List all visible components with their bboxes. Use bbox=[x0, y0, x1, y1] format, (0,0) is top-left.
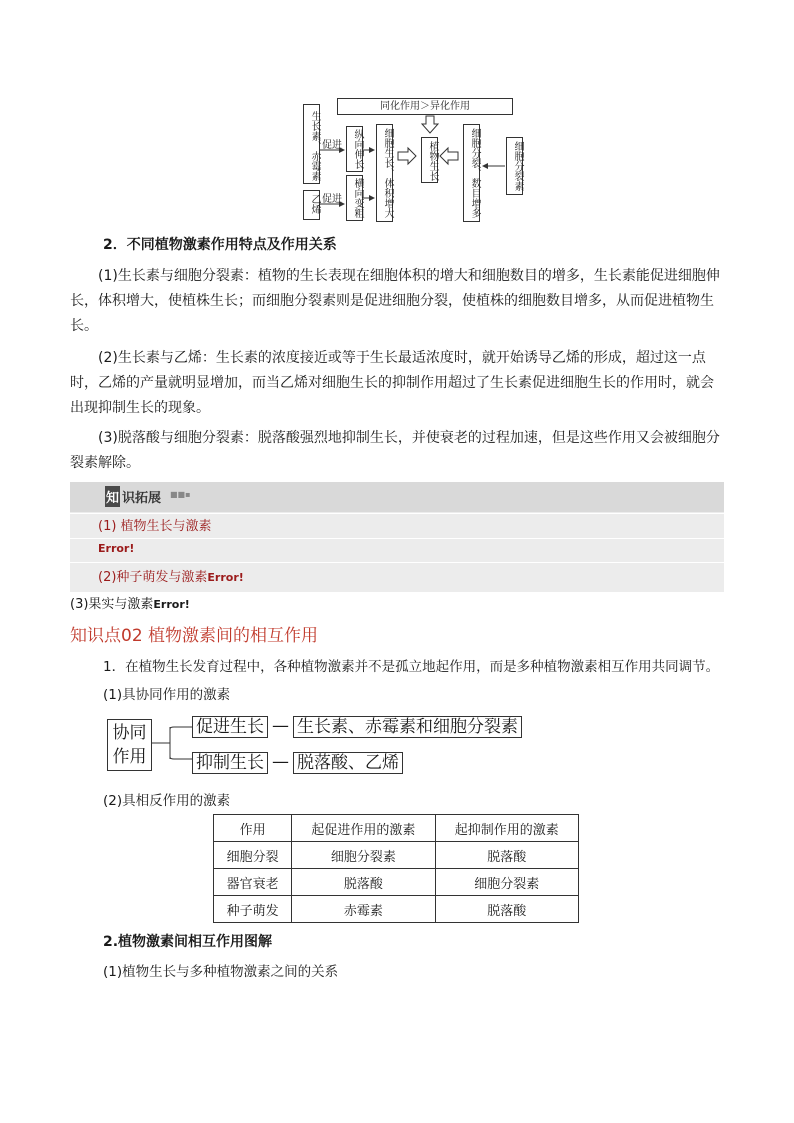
table-cell: 细胞分裂 bbox=[214, 842, 292, 869]
table-header: 作用 bbox=[214, 815, 292, 842]
effect-box-thickening: 横向变粗 bbox=[346, 175, 363, 221]
kp02-sub1: (1)具协同作用的激素 bbox=[103, 687, 231, 703]
divider bbox=[70, 538, 724, 539]
table-header-row bbox=[214, 815, 579, 842]
expand-badge-dots: ■■▪ bbox=[170, 490, 191, 499]
paragraph-auxin-ethylene: (2)生长素与乙烯：生长素的浓度接近或等于生长最适浓度时，就开始诱导乙烯的形成，超过这一点时，乙烯的产量就明显增加，而当乙烯对细胞生长的抑制作用超过了生长素促进细胞生长的作用时，就会出现抑制生长的现象。 bbox=[70, 350, 714, 416]
flow-promote: 促进生长 bbox=[192, 716, 268, 738]
hormone-box-auxin-gibberellin: 生长素、赤霉素 bbox=[303, 104, 320, 184]
kp02-sub2: (2)具相反作用的激素 bbox=[103, 793, 231, 809]
flow-dash-2: — bbox=[272, 752, 289, 772]
expand-badge-label: 识拓展 bbox=[122, 491, 162, 506]
expand-item-3: (3)果实与激素Error! bbox=[70, 597, 190, 612]
plant-growth-box: 植物生长 bbox=[421, 137, 438, 183]
divider bbox=[70, 513, 724, 514]
kp02-heading2: 2.植物激素间相互作用图解 bbox=[103, 934, 273, 950]
table-header: 起抑制作用的激素 bbox=[435, 815, 578, 842]
expand-header bbox=[70, 482, 724, 512]
hormone-box-ethylene: 乙烯 bbox=[303, 190, 320, 220]
divider bbox=[70, 562, 724, 563]
table-cell: 种子萌发 bbox=[214, 896, 292, 923]
cell-division-box: 细胞分裂、数目增多 bbox=[463, 124, 480, 222]
table-cell: 脱落酸 bbox=[435, 896, 578, 923]
flow-promote-items: 生长素、赤霉素和细胞分裂素 bbox=[293, 716, 522, 738]
flow-inhibit: 抑制生长 bbox=[192, 752, 268, 774]
table-cell: 脱落酸 bbox=[292, 869, 435, 896]
table-header: 起促进作用的激素 bbox=[292, 815, 435, 842]
antagonism-table bbox=[213, 814, 579, 923]
flow-root: 协同 作用 bbox=[107, 719, 152, 771]
expand-badge-block: 知 bbox=[105, 486, 120, 507]
section-heading: 2．不同植物激素作用特点及作用关系 bbox=[103, 237, 337, 253]
expand-item-2: (2)种子萌发与激素Error! bbox=[98, 570, 244, 585]
paragraph-auxin-cytokinin: (1)生长素与细胞分裂素：植物的生长表现在细胞体积的增大和细胞数目的增多，生长素能促进细胞伸长，体积增大，使植株生长；而细胞分裂素则是促进细胞分裂，使植株的细胞数目增多，从而促进植物生长。 bbox=[70, 268, 720, 334]
cell-growth-box: 细胞生长、体积增大 bbox=[376, 124, 393, 222]
kp02-sub3: (1)植物生长与多种植物激素之间的关系 bbox=[103, 964, 339, 980]
table-row bbox=[214, 842, 579, 869]
top-label-box bbox=[337, 98, 513, 115]
table-cell: 细胞分裂素 bbox=[292, 842, 435, 869]
table-cell: 脱落酸 bbox=[435, 842, 578, 869]
flow-inhibit-items: 脱落酸、乙烯 bbox=[293, 752, 403, 774]
top-label: 同化作用＞异化作用 bbox=[380, 101, 470, 112]
expand-panel bbox=[70, 482, 724, 592]
table-row bbox=[214, 896, 579, 923]
table-row bbox=[214, 869, 579, 896]
table-cell: 细胞分裂素 bbox=[435, 869, 578, 896]
cytokinin-box: 细胞分裂素 bbox=[506, 137, 523, 195]
diagram-arrows bbox=[0, 0, 794, 240]
kp02-intro: 1．在植物生长发育过程中，各种植物激素并不是孤立地起作用，而是多种植物激素相互作用共同调节。 bbox=[103, 659, 720, 675]
promote-label-1: 促进 bbox=[322, 140, 342, 151]
flow-dash-1: — bbox=[272, 716, 289, 736]
expand-item-1: (1) 植物生长与激素 bbox=[98, 519, 212, 534]
kp02-title: 知识点02 植物激素间的相互作用 bbox=[70, 626, 319, 646]
expand-error-1: Error! bbox=[98, 542, 135, 555]
table-cell: 器官衰老 bbox=[214, 869, 292, 896]
effect-box-elongation: 纵向伸长 bbox=[346, 126, 363, 172]
promote-label-2: 促进 bbox=[322, 194, 342, 205]
paragraph-aba-cytokinin: (3)脱落酸与细胞分裂素：脱落酸强烈地抑制生长，并使衰老的过程加速，但是这些作用又会被细胞分裂素解除。 bbox=[70, 430, 720, 471]
table-cell: 赤霉素 bbox=[292, 896, 435, 923]
